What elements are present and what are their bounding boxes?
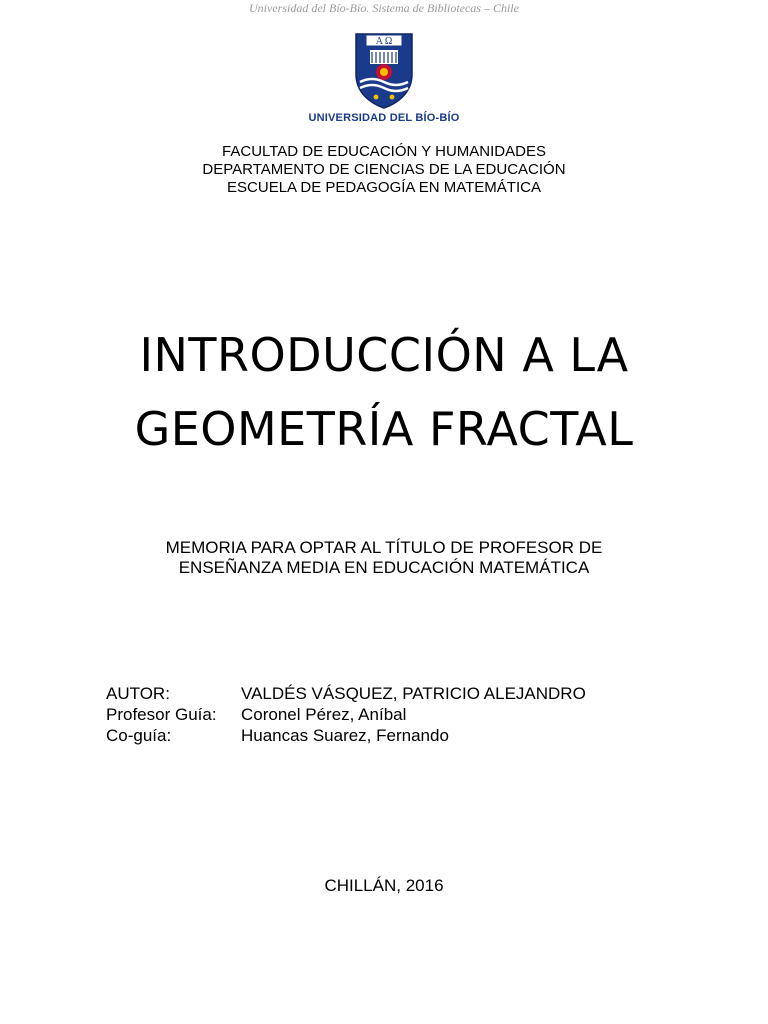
advisor-label: Profesor Guía: xyxy=(106,705,217,724)
authors-block xyxy=(106,683,586,746)
watermark-text: Universidad del Bío-Bío. Sistema de Bibliotecas – Chile xyxy=(249,1,519,15)
faculty-block xyxy=(0,143,768,197)
degree-line-2: ENSEÑANZA MEDIA EN EDUCACIÓN MATEMÁTICA xyxy=(178,558,590,577)
co-advisor-label: Co-guía: xyxy=(106,726,172,745)
title-line-2: GEOMETRÍA FRACTAL xyxy=(134,402,634,456)
co-advisor-row xyxy=(106,725,586,746)
university-name: UNIVERSIDAD DEL BÍO-BÍO xyxy=(308,112,460,124)
advisor-row xyxy=(106,704,586,725)
faculty-name: FACULTAD DE EDUCACIÓN Y HUMANIDADES xyxy=(222,143,546,160)
school-name: ESCUELA DE PEDAGOGÍA EN MATEMÁTICA xyxy=(227,179,541,196)
city-year: CHILLÁN, 2016 xyxy=(324,876,444,895)
logo-letters: A Ω xyxy=(375,36,393,47)
degree-line-1: MEMORIA PARA OPTAR AL TÍTULO DE PROFESOR DE xyxy=(165,538,603,557)
author-name: VALDÉS VÁSQUEZ, PATRICIO ALEJANDRO xyxy=(241,684,586,703)
author-label: AUTOR: xyxy=(106,684,170,703)
thesis-title xyxy=(0,318,768,466)
author-row xyxy=(106,683,586,704)
advisor-name: Coronel Pérez, Aníbal xyxy=(241,705,407,724)
degree-statement xyxy=(0,538,768,578)
department-name: DEPARTAMENTO DE CIENCIAS DE LA EDUCACIÓN xyxy=(202,161,566,178)
co-advisor-name: Huancas Suarez, Fernando xyxy=(241,726,449,745)
title-line-1: INTRODUCCIÓN A LA xyxy=(139,328,629,382)
university-logo xyxy=(352,30,416,110)
